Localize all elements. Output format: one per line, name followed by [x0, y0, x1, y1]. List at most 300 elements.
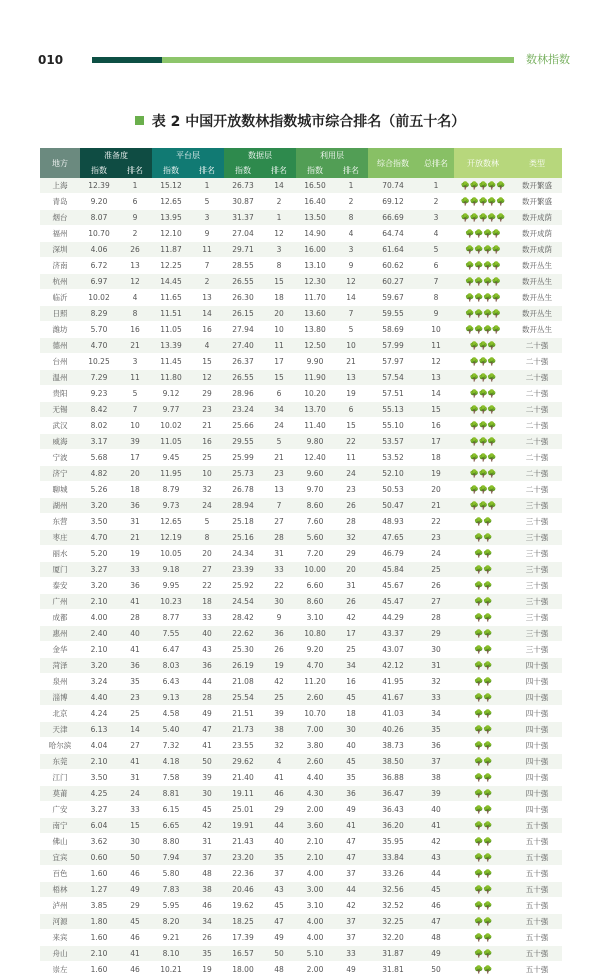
- cell-readiness-index: 2.10: [80, 754, 118, 770]
- cell-type: 三十强: [512, 626, 562, 642]
- cell-utilization-index: 4.00: [296, 866, 334, 882]
- cell-readiness-index: 10.70: [80, 226, 118, 242]
- cell-utilization-rank: 44: [334, 882, 368, 898]
- cell-type: 五十强: [512, 866, 562, 882]
- cell-type: 四十强: [512, 738, 562, 754]
- table-row: [40, 626, 562, 642]
- cell-open-forest-trees: 🌳🌳: [454, 770, 512, 786]
- cell-total-index: 70.74: [368, 178, 418, 194]
- table-row: [40, 770, 562, 786]
- cell-overall-rank: 38: [418, 770, 454, 786]
- cell-data-index: 21.51: [224, 706, 262, 722]
- cell-type: 四十强: [512, 754, 562, 770]
- cell-platform-index: 11.45: [152, 354, 190, 370]
- cell-type: 二十强: [512, 370, 562, 386]
- cell-utilization-index: 11.40: [296, 418, 334, 434]
- sub-header-rank: 排名: [262, 162, 296, 178]
- cell-total-index: 59.67: [368, 290, 418, 306]
- cell-platform-index: 6.43: [152, 674, 190, 690]
- cell-type: 五十强: [512, 882, 562, 898]
- cell-open-forest-trees: 🌳🌳🌳: [454, 354, 512, 370]
- cell-readiness-rank: 14: [118, 722, 152, 738]
- cell-data-rank: 47: [262, 914, 296, 930]
- cell-type: 四十强: [512, 786, 562, 802]
- cell-utilization-index: 2.10: [296, 850, 334, 866]
- cell-readiness-index: 4.04: [80, 738, 118, 754]
- cell-overall-rank: 27: [418, 594, 454, 610]
- cell-readiness-index: 1.80: [80, 914, 118, 930]
- cell-utilization-index: 16.50: [296, 178, 334, 194]
- table-row: [40, 466, 562, 482]
- cell-platform-rank: 40: [190, 626, 224, 642]
- cell-type: 四十强: [512, 690, 562, 706]
- table-row: [40, 258, 562, 274]
- cell-data-index: 23.20: [224, 850, 262, 866]
- cell-platform-index: 7.55: [152, 626, 190, 642]
- cell-overall-rank: 43: [418, 850, 454, 866]
- cell-data-index: 25.54: [224, 690, 262, 706]
- sub-header-rank: 排名: [190, 162, 224, 178]
- cell-overall-rank: 39: [418, 786, 454, 802]
- cell-platform-rank: 27: [190, 562, 224, 578]
- cell-platform-index: 11.05: [152, 434, 190, 450]
- cell-readiness-index: 3.24: [80, 674, 118, 690]
- cell-total-index: 69.12: [368, 194, 418, 210]
- cell-data-index: 21.73: [224, 722, 262, 738]
- cell-readiness-rank: 21: [118, 530, 152, 546]
- cell-data-index: 28.55: [224, 258, 262, 274]
- cell-type: 三十强: [512, 594, 562, 610]
- cell-utilization-rank: 26: [334, 498, 368, 514]
- cell-overall-rank: 20: [418, 482, 454, 498]
- cell-total-index: 33.26: [368, 866, 418, 882]
- cell-utilization-rank: 1: [334, 178, 368, 194]
- cell-utilization-rank: 45: [334, 754, 368, 770]
- cell-platform-index: 10.21: [152, 962, 190, 978]
- cell-platform-rank: 37: [190, 850, 224, 866]
- cell-data-index: 25.99: [224, 450, 262, 466]
- cell-platform-rank: 45: [190, 802, 224, 818]
- cell-city: 临沂: [40, 290, 80, 306]
- cell-readiness-index: 6.97: [80, 274, 118, 290]
- cell-data-index: 27.04: [224, 226, 262, 242]
- cell-open-forest-trees: 🌳🌳: [454, 658, 512, 674]
- cell-type: 数开成荫: [512, 210, 562, 226]
- cell-platform-index: 8.80: [152, 834, 190, 850]
- cell-type: 五十强: [512, 898, 562, 914]
- cell-utilization-index: 12.30: [296, 274, 334, 290]
- cell-utilization-index: 2.00: [296, 962, 334, 978]
- cell-platform-rank: 14: [190, 306, 224, 322]
- cell-readiness-index: 1.60: [80, 962, 118, 978]
- cell-city: 宁波: [40, 450, 80, 466]
- cell-total-index: 33.84: [368, 850, 418, 866]
- cell-readiness-index: 3.50: [80, 514, 118, 530]
- cell-data-index: 21.43: [224, 834, 262, 850]
- table-row: [40, 530, 562, 546]
- cell-data-rank: 43: [262, 882, 296, 898]
- cell-readiness-rank: 41: [118, 642, 152, 658]
- cell-total-index: 36.47: [368, 786, 418, 802]
- cell-utilization-index: 2.10: [296, 834, 334, 850]
- cell-platform-rank: 31: [190, 834, 224, 850]
- cell-readiness-rank: 19: [118, 546, 152, 562]
- cell-data-rank: 14: [262, 178, 296, 194]
- cell-data-rank: 26: [262, 642, 296, 658]
- ranking-table: [40, 148, 562, 978]
- cell-type: 二十强: [512, 450, 562, 466]
- cell-platform-rank: 42: [190, 818, 224, 834]
- table-row: [40, 802, 562, 818]
- cell-total-index: 40.26: [368, 722, 418, 738]
- cell-data-rank: 28: [262, 530, 296, 546]
- cell-overall-rank: 30: [418, 642, 454, 658]
- cell-overall-rank: 45: [418, 882, 454, 898]
- cell-platform-index: 5.80: [152, 866, 190, 882]
- header-bar-green: [162, 57, 514, 63]
- cell-data-rank: 4: [262, 754, 296, 770]
- cell-platform-rank: 35: [190, 946, 224, 962]
- cell-utilization-rank: 5: [334, 322, 368, 338]
- cell-overall-rank: 3: [418, 210, 454, 226]
- cell-platform-rank: 44: [190, 674, 224, 690]
- table-row: [40, 706, 562, 722]
- cell-platform-index: 11.05: [152, 322, 190, 338]
- cell-readiness-index: 8.29: [80, 306, 118, 322]
- cell-type: 四十强: [512, 658, 562, 674]
- table-row: [40, 418, 562, 434]
- cell-total-index: 64.74: [368, 226, 418, 242]
- cell-platform-index: 9.73: [152, 498, 190, 514]
- cell-open-forest-trees: 🌳🌳: [454, 962, 512, 978]
- header-region: 地方: [40, 148, 80, 178]
- cell-overall-rank: 2: [418, 194, 454, 210]
- cell-city: 宜宾: [40, 850, 80, 866]
- cell-data-index: 24.34: [224, 546, 262, 562]
- cell-platform-rank: 47: [190, 722, 224, 738]
- cell-utilization-index: 10.00: [296, 562, 334, 578]
- cell-utilization-index: 5.10: [296, 946, 334, 962]
- cell-utilization-index: 6.60: [296, 578, 334, 594]
- cell-total-index: 43.07: [368, 642, 418, 658]
- cell-data-rank: 42: [262, 674, 296, 690]
- cell-type: 四十强: [512, 802, 562, 818]
- cell-utilization-index: 7.60: [296, 514, 334, 530]
- cell-platform-rank: 30: [190, 786, 224, 802]
- cell-city: 惠州: [40, 626, 80, 642]
- cell-platform-index: 12.19: [152, 530, 190, 546]
- cell-readiness-index: 2.10: [80, 642, 118, 658]
- cell-open-forest-trees: 🌳🌳: [454, 786, 512, 802]
- cell-total-index: 60.62: [368, 258, 418, 274]
- cell-readiness-rank: 12: [118, 274, 152, 290]
- cell-readiness-index: 3.20: [80, 658, 118, 674]
- cell-platform-index: 11.65: [152, 290, 190, 306]
- cell-city: 淄博: [40, 690, 80, 706]
- cell-city: 南宁: [40, 818, 80, 834]
- cell-platform-rank: 38: [190, 882, 224, 898]
- cell-overall-rank: 46: [418, 898, 454, 914]
- cell-total-index: 60.27: [368, 274, 418, 290]
- cell-overall-rank: 11: [418, 338, 454, 354]
- cell-total-index: 32.25: [368, 914, 418, 930]
- cell-readiness-rank: 23: [118, 690, 152, 706]
- cell-type: 五十强: [512, 818, 562, 834]
- cell-readiness-index: 3.85: [80, 898, 118, 914]
- cell-readiness-index: 3.62: [80, 834, 118, 850]
- cell-total-index: 32.56: [368, 882, 418, 898]
- cell-platform-index: 11.95: [152, 466, 190, 482]
- cell-utilization-index: 12.40: [296, 450, 334, 466]
- cell-platform-rank: 20: [190, 546, 224, 562]
- cell-readiness-index: 4.40: [80, 690, 118, 706]
- cell-readiness-index: 6.72: [80, 258, 118, 274]
- cell-open-forest-trees: 🌳🌳🌳🌳: [454, 258, 512, 274]
- cell-utilization-rank: 24: [334, 466, 368, 482]
- cell-utilization-index: 10.70: [296, 706, 334, 722]
- table-row: [40, 898, 562, 914]
- table-row: [40, 514, 562, 530]
- cell-readiness-rank: 36: [118, 658, 152, 674]
- cell-utilization-rank: 31: [334, 578, 368, 594]
- cell-utilization-rank: 16: [334, 674, 368, 690]
- sub-header-index: 指数: [152, 162, 190, 178]
- cell-platform-rank: 25: [190, 450, 224, 466]
- cell-utilization-rank: 42: [334, 610, 368, 626]
- cell-type: 二十强: [512, 418, 562, 434]
- cell-open-forest-trees: 🌳🌳🌳: [454, 418, 512, 434]
- cell-data-rank: 13: [262, 482, 296, 498]
- cell-readiness-rank: 31: [118, 770, 152, 786]
- table-row: [40, 866, 562, 882]
- cell-data-index: 25.30: [224, 642, 262, 658]
- cell-overall-rank: 34: [418, 706, 454, 722]
- cell-total-index: 50.47: [368, 498, 418, 514]
- cell-platform-rank: 24: [190, 498, 224, 514]
- cell-type: 五十强: [512, 850, 562, 866]
- cell-city: 江门: [40, 770, 80, 786]
- cell-data-index: 27.40: [224, 338, 262, 354]
- cell-data-index: 28.94: [224, 498, 262, 514]
- cell-type: 三十强: [512, 514, 562, 530]
- cell-city: 深圳: [40, 242, 80, 258]
- cell-utilization-rank: 19: [334, 386, 368, 402]
- cell-open-forest-trees: 🌳🌳: [454, 866, 512, 882]
- cell-type: 三十强: [512, 498, 562, 514]
- cell-platform-rank: 43: [190, 642, 224, 658]
- cell-readiness-rank: 10: [118, 418, 152, 434]
- cell-overall-rank: 40: [418, 802, 454, 818]
- cell-overall-rank: 26: [418, 578, 454, 594]
- cell-readiness-rank: 17: [118, 450, 152, 466]
- cell-utilization-index: 13.50: [296, 210, 334, 226]
- cell-readiness-rank: 25: [118, 706, 152, 722]
- cell-open-forest-trees: 🌳🌳: [454, 610, 512, 626]
- cell-data-index: 26.19: [224, 658, 262, 674]
- cell-utilization-index: 7.20: [296, 546, 334, 562]
- sub-header-index: 指数: [80, 162, 118, 178]
- cell-utilization-index: 16.00: [296, 242, 334, 258]
- cell-data-index: 26.73: [224, 178, 262, 194]
- cell-utilization-index: 10.80: [296, 626, 334, 642]
- cell-utilization-rank: 12: [334, 274, 368, 290]
- cell-city: 哈尔滨: [40, 738, 80, 754]
- cell-open-forest-trees: 🌳🌳: [454, 898, 512, 914]
- cell-platform-rank: 41: [190, 738, 224, 754]
- cell-data-index: 30.87: [224, 194, 262, 210]
- cell-type: 二十强: [512, 466, 562, 482]
- cell-city: 日照: [40, 306, 80, 322]
- cell-data-rank: 25: [262, 690, 296, 706]
- cell-utilization-rank: 2: [334, 194, 368, 210]
- cell-readiness-rank: 18: [118, 482, 152, 498]
- cell-platform-rank: 46: [190, 898, 224, 914]
- cell-overall-rank: 50: [418, 962, 454, 978]
- cell-data-index: 22.36: [224, 866, 262, 882]
- cell-utilization-index: 13.60: [296, 306, 334, 322]
- cell-city: 广州: [40, 594, 80, 610]
- cell-readiness-rank: 3: [118, 354, 152, 370]
- cell-utilization-rank: 28: [334, 514, 368, 530]
- cell-type: 二十强: [512, 354, 562, 370]
- table-row: [40, 178, 562, 194]
- table-row: [40, 834, 562, 850]
- cell-total-index: 52.10: [368, 466, 418, 482]
- cell-utilization-index: 3.10: [296, 610, 334, 626]
- cell-utilization-rank: 4: [334, 226, 368, 242]
- cell-readiness-index: 4.25: [80, 786, 118, 802]
- cell-readiness-rank: 50: [118, 850, 152, 866]
- cell-data-rank: 38: [262, 722, 296, 738]
- cell-data-rank: 41: [262, 770, 296, 786]
- header-overall-rank: 总排名: [418, 148, 454, 178]
- cell-city: 菏泽: [40, 658, 80, 674]
- cell-total-index: 32.20: [368, 930, 418, 946]
- cell-data-rank: 48: [262, 962, 296, 978]
- cell-readiness-rank: 35: [118, 674, 152, 690]
- cell-platform-index: 15.12: [152, 178, 190, 194]
- cell-open-forest-trees: 🌳🌳🌳: [454, 370, 512, 386]
- cell-readiness-index: 2.10: [80, 594, 118, 610]
- cell-readiness-index: 4.24: [80, 706, 118, 722]
- cell-type: 五十强: [512, 834, 562, 850]
- cell-open-forest-trees: 🌳🌳: [454, 674, 512, 690]
- cell-readiness-index: 3.20: [80, 578, 118, 594]
- cell-data-index: 17.39: [224, 930, 262, 946]
- cell-open-forest-trees: 🌳🌳🌳: [454, 450, 512, 466]
- header-type: 类型: [512, 148, 562, 178]
- cell-overall-rank: 25: [418, 562, 454, 578]
- cell-city: 济宁: [40, 466, 80, 482]
- cell-total-index: 47.65: [368, 530, 418, 546]
- cell-total-index: 38.73: [368, 738, 418, 754]
- cell-open-forest-trees: 🌳🌳: [454, 818, 512, 834]
- cell-total-index: 32.52: [368, 898, 418, 914]
- cell-data-index: 29.62: [224, 754, 262, 770]
- cell-platform-rank: 32: [190, 482, 224, 498]
- table-row: [40, 914, 562, 930]
- cell-data-rank: 8: [262, 258, 296, 274]
- table-row: [40, 722, 562, 738]
- table-row: [40, 882, 562, 898]
- cell-city: 泰安: [40, 578, 80, 594]
- cell-data-rank: 39: [262, 706, 296, 722]
- cell-readiness-index: 4.70: [80, 338, 118, 354]
- cell-platform-index: 8.81: [152, 786, 190, 802]
- cell-utilization-rank: 22: [334, 434, 368, 450]
- table-row: [40, 290, 562, 306]
- cell-data-rank: 37: [262, 866, 296, 882]
- sub-header-index: 指数: [224, 162, 262, 178]
- cell-platform-rank: 33: [190, 610, 224, 626]
- cell-utilization-index: 4.00: [296, 914, 334, 930]
- cell-data-rank: 19: [262, 658, 296, 674]
- cell-readiness-rank: 26: [118, 242, 152, 258]
- cell-open-forest-trees: 🌳🌳🌳: [454, 498, 512, 514]
- cell-data-rank: 40: [262, 834, 296, 850]
- table-row: [40, 450, 562, 466]
- cell-platform-rank: 49: [190, 706, 224, 722]
- cell-city: 天津: [40, 722, 80, 738]
- cell-data-rank: 5: [262, 434, 296, 450]
- cell-readiness-index: 4.06: [80, 242, 118, 258]
- cell-data-index: 22.62: [224, 626, 262, 642]
- cell-data-index: 29.55: [224, 434, 262, 450]
- cell-type: 四十强: [512, 722, 562, 738]
- cell-data-index: 29.71: [224, 242, 262, 258]
- cell-readiness-index: 3.27: [80, 562, 118, 578]
- cell-total-index: 31.81: [368, 962, 418, 978]
- cell-readiness-rank: 2: [118, 226, 152, 242]
- cell-readiness-rank: 16: [118, 322, 152, 338]
- cell-platform-index: 13.95: [152, 210, 190, 226]
- cell-utilization-rank: 34: [334, 658, 368, 674]
- cell-open-forest-trees: 🌳🌳🌳🌳🌳: [454, 210, 512, 226]
- cell-city: 丽水: [40, 546, 80, 562]
- cell-city: 济南: [40, 258, 80, 274]
- cell-type: 三十强: [512, 610, 562, 626]
- cell-readiness-rank: 30: [118, 834, 152, 850]
- table-row: [40, 546, 562, 562]
- cell-type: 四十强: [512, 770, 562, 786]
- cell-city: 湖州: [40, 498, 80, 514]
- cell-total-index: 35.95: [368, 834, 418, 850]
- cell-total-index: 55.13: [368, 402, 418, 418]
- cell-platform-index: 9.21: [152, 930, 190, 946]
- cell-total-index: 45.47: [368, 594, 418, 610]
- cell-utilization-rank: 8: [334, 210, 368, 226]
- cell-platform-index: 9.18: [152, 562, 190, 578]
- cell-readiness-rank: 33: [118, 802, 152, 818]
- cell-platform-index: 12.65: [152, 514, 190, 530]
- cell-overall-rank: 14: [418, 386, 454, 402]
- cell-data-rank: 45: [262, 898, 296, 914]
- cell-utilization-index: 9.20: [296, 642, 334, 658]
- cell-data-rank: 44: [262, 818, 296, 834]
- table-row: [40, 930, 562, 946]
- cell-overall-rank: 23: [418, 530, 454, 546]
- cell-data-index: 25.66: [224, 418, 262, 434]
- cell-platform-index: 11.87: [152, 242, 190, 258]
- cell-open-forest-trees: 🌳🌳🌳🌳: [454, 322, 512, 338]
- cell-city: 成都: [40, 610, 80, 626]
- cell-total-index: 57.97: [368, 354, 418, 370]
- cell-platform-rank: 28: [190, 690, 224, 706]
- cell-readiness-rank: 46: [118, 930, 152, 946]
- cell-city: 莫莆: [40, 786, 80, 802]
- cell-utilization-index: 11.70: [296, 290, 334, 306]
- cell-readiness-index: 8.42: [80, 402, 118, 418]
